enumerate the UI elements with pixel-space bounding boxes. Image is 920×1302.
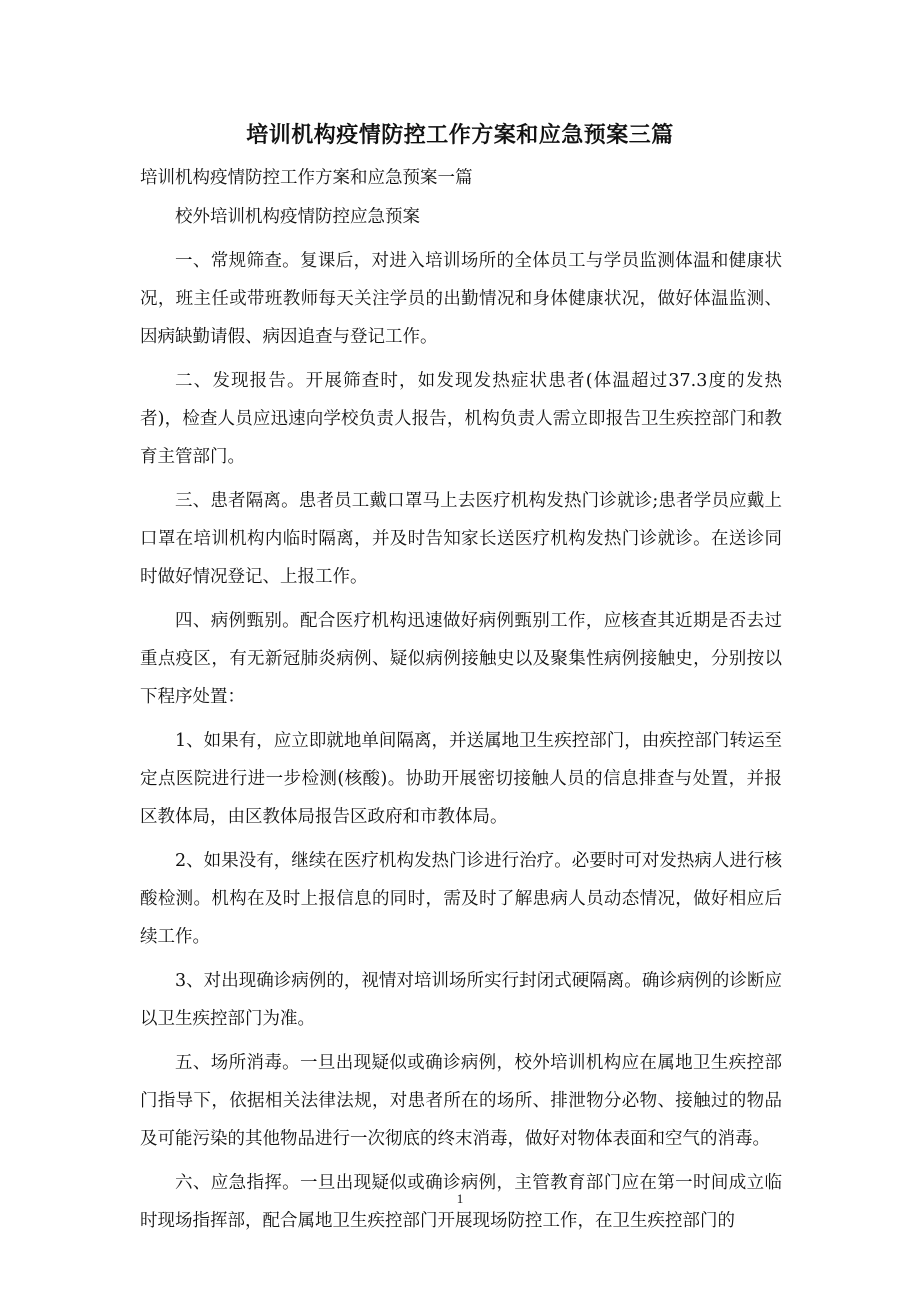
paragraph: 四、病例甄别。配合医疗机构迅速做好病例甄别工作，应核查其近期是否去过重点疫区，有无新冠肺炎病例、疑似病例接触史以及聚集性病例接触史，分别按以下程序处置：	[140, 611, 782, 707]
document-body	[140, 198, 782, 1246]
document-subtitle: 培训机构疫情防控工作方案和应急预案一篇	[140, 168, 473, 188]
paragraph: 2、如果没有，继续在医疗机构发热门诊进行治疗。必要时可对发热病人进行核酸检测。机构在及时上报信息的同时，需及时了解患病人员动态情况，做好相应后续工作。	[140, 851, 782, 947]
paragraph: 五、场所消毒。一旦出现疑似或确诊病例，校外培训机构应在属地卫生疾控部门指导下，依据相关法律法规，对患者所在的场所、排泄物分必物、接触过的物品及可能污染的其他物品进行一次彻底的终末消毒，做好对物体表面和空气的消毒。	[140, 1053, 782, 1149]
page-number: 1	[456, 1191, 464, 1206]
paragraph: 二、发现报告。开展筛查时，如发现发热症状患者(体温超过37.3度的发热者)，检查人员应迅速向学校负责人报告，机构负责人需立即报告卫生疾控部门和教育主管部门。	[140, 371, 782, 467]
paragraph: 六、应急指挥。一旦出现疑似或确诊病例，主管教育部门应在第一时间成立临时现场指挥部，配合属地卫生疾控部门开展现场防控工作，在卫生疾控部门的	[140, 1173, 782, 1231]
document-title: 培训机构疫情防控工作方案和应急预案三篇	[246, 122, 674, 148]
paragraph: 一、常规筛查。复课后，对进入培训场所的全体员工与学员监测体温和健康状况，班主任或带班教师每天关注学员的出勤情况和身体健康状况，做好体温监测、因病缺勤请假、病因追查与登记工作。	[140, 251, 782, 347]
paragraph: 1、如果有，应立即就地单间隔离，并送属地卫生疾控部门，由疾控部门转运至定点医院进行进一步检测(核酸)。协助开展密切接触人员的信息排查与处置，并报区教体局，由区教体局报告区政府和市教体局。	[140, 731, 782, 827]
paragraph: 3、对出现确诊病例的，视情对培训场所实行封闭式硬隔离。确诊病例的诊断应以卫生疾控部门为准。	[140, 971, 782, 1029]
paragraph-heading: 校外培训机构疫情防控应急预案	[175, 207, 420, 227]
paragraph: 三、患者隔离。患者员工戴口罩马上去医疗机构发热门诊就诊;患者学员应戴上口罩在培训机构内临时隔离，并及时告知家长送医疗机构发热门诊就诊。在送诊同时做好情况登记、上报工作。	[140, 491, 782, 587]
